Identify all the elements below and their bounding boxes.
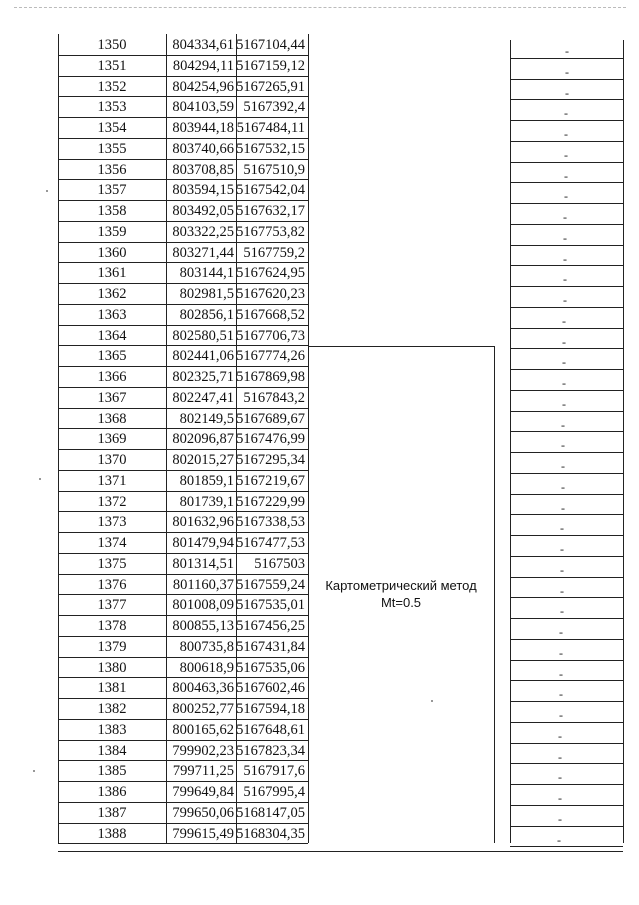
point-number: 1378: [97, 618, 127, 634]
dash-mark: -: [558, 750, 562, 764]
point-number: 1369: [97, 431, 127, 447]
dash-mark: -: [560, 542, 564, 556]
dash-mark: -: [561, 438, 565, 452]
dash-mark: -: [559, 667, 563, 681]
coordinate-y: 5167265,91: [236, 79, 305, 95]
coordinate-y: 5168304,35: [236, 826, 305, 842]
coordinate-y: 5167917,6: [243, 763, 305, 779]
coordinate-y: 5167632,17: [236, 203, 305, 219]
coordinate-x: 799615,49: [172, 826, 234, 842]
coordinate-x: 803944,18: [172, 120, 234, 136]
coordinate-y: 5167602,46: [236, 680, 305, 696]
coordinate-x: 799649,84: [172, 784, 234, 800]
point-number: 1358: [97, 203, 127, 219]
coordinate-y: 5167648,61: [236, 722, 305, 738]
method-name: Картометрический метод: [325, 578, 477, 593]
scan-speck: [431, 700, 433, 702]
coordinate-x: 801314,51: [172, 556, 234, 572]
coordinate-x: 800855,13: [172, 618, 234, 634]
dash-mark: -: [559, 625, 563, 639]
coordinate-y: 5167477,53: [236, 535, 305, 551]
point-number: 1363: [97, 307, 127, 323]
column-border: [494, 346, 495, 843]
coordinate-x: 800735,8: [179, 639, 234, 655]
coordinate-x: 804334,61: [172, 37, 234, 53]
dash-mark: -: [564, 127, 568, 141]
dash-mark: -: [557, 833, 561, 847]
coordinate-x: 801479,94: [172, 535, 234, 551]
coordinate-x: 801739,1: [179, 494, 234, 510]
point-number: 1387: [97, 805, 127, 821]
coordinate-y: 5167159,12: [236, 58, 305, 74]
coordinate-x: 801632,96: [172, 514, 234, 530]
dash-mark: -: [561, 459, 565, 473]
coordinate-x: 799650,06: [172, 805, 234, 821]
coordinate-y: 5168147,05: [236, 805, 305, 821]
coordinate-x: 803740,66: [172, 141, 234, 157]
method-accuracy: Mt=0.5: [380, 595, 422, 610]
dash-mark: -: [562, 397, 566, 411]
dash-mark: -: [562, 335, 566, 349]
dash-mark: -: [560, 604, 564, 618]
coordinate-x: 804103,59: [172, 99, 234, 115]
point-number: 1386: [97, 784, 127, 800]
coordinate-x: 799711,25: [172, 763, 234, 779]
coordinate-y: 5167532,15: [236, 141, 305, 157]
coordinate-x: 802580,51: [172, 328, 234, 344]
coordinate-x: 801859,1: [179, 473, 234, 489]
coordinate-y: 5167542,04: [236, 182, 305, 198]
dash-mark: -: [564, 169, 568, 183]
dash-mark: -: [558, 812, 562, 826]
dash-mark: -: [563, 210, 567, 224]
scan-top-edge: [14, 7, 626, 8]
point-number: 1356: [97, 162, 127, 178]
dash-mark: -: [564, 148, 568, 162]
coordinate-y: 5167706,73: [236, 328, 305, 344]
point-number: 1384: [97, 743, 127, 759]
point-number: 1375: [97, 556, 127, 572]
coordinate-y: 5167476,99: [236, 431, 305, 447]
dash-mark: -: [561, 501, 565, 515]
coordinate-y: 5167620,23: [236, 286, 305, 302]
dash-mark: -: [563, 252, 567, 266]
point-number: 1388: [97, 826, 127, 842]
coordinate-y: 5167689,67: [236, 411, 305, 427]
dash-mark: -: [562, 355, 566, 369]
coordinate-y: 5167995,4: [243, 784, 305, 800]
coordinate-x: 802856,1: [179, 307, 234, 323]
dash-mark: -: [559, 646, 563, 660]
table-bottom-border: [58, 851, 623, 852]
coordinate-y: 5167594,18: [236, 701, 305, 717]
point-number: 1381: [97, 680, 127, 696]
coordinate-x: 802096,87: [172, 431, 234, 447]
column-border: [58, 34, 59, 843]
point-number: 1377: [97, 597, 127, 613]
coordinate-x: 802149,5: [179, 411, 234, 427]
dash-mark: -: [560, 563, 564, 577]
column-border: [623, 40, 624, 843]
dash-mark: -: [560, 521, 564, 535]
coordinate-y: 5167535,06: [236, 660, 305, 676]
dash-mark: -: [563, 272, 567, 286]
scan-speck: [46, 190, 48, 192]
point-number: 1360: [97, 245, 127, 261]
coordinate-x: 802441,06: [172, 348, 234, 364]
point-number: 1357: [97, 182, 127, 198]
coordinate-y: 5167823,34: [236, 743, 305, 759]
dash-mark: -: [564, 106, 568, 120]
coordinate-y: 5167869,98: [236, 369, 305, 385]
dash-mark: -: [560, 584, 564, 598]
coordinate-x: 801008,09: [172, 597, 234, 613]
dash-mark: -: [558, 770, 562, 784]
point-number: 1350: [97, 37, 127, 53]
point-number: 1365: [97, 348, 127, 364]
coordinate-y: 5167753,82: [236, 224, 305, 240]
method-cell: [308, 346, 494, 842]
dash-mark: -: [562, 376, 566, 390]
point-number: 1380: [97, 660, 127, 676]
point-number: 1361: [97, 265, 127, 281]
coordinate-x: 803708,85: [172, 162, 234, 178]
coordinate-x: 802247,41: [172, 390, 234, 406]
point-number: 1376: [97, 577, 127, 593]
point-number: 1379: [97, 639, 127, 655]
point-number: 1372: [97, 494, 127, 510]
point-number: 1354: [97, 120, 127, 136]
coordinate-y: 5167295,34: [236, 452, 305, 468]
point-number: 1368: [97, 411, 127, 427]
dash-mark: -: [563, 231, 567, 245]
coordinate-y: 5167535,01: [236, 597, 305, 613]
dash-mark: -: [564, 189, 568, 203]
point-number: 1366: [97, 369, 127, 385]
dash-mark: -: [561, 418, 565, 432]
coordinate-x: 803322,25: [172, 224, 234, 240]
coordinate-x: 801160,37: [172, 577, 234, 593]
coordinate-x: 802981,5: [179, 286, 234, 302]
coordinate-x: 800463,36: [172, 680, 234, 696]
coordinate-y: 5167559,24: [236, 577, 305, 593]
coordinate-x: 802325,71: [172, 369, 234, 385]
coordinate-x: 800165,62: [172, 722, 234, 738]
coordinate-y: 5167484,11: [236, 120, 305, 136]
dash-mark: -: [562, 314, 566, 328]
point-number: 1383: [97, 722, 127, 738]
dash-mark: -: [565, 86, 569, 100]
dash-mark: -: [558, 729, 562, 743]
point-number: 1367: [97, 390, 127, 406]
point-number: 1362: [97, 286, 127, 302]
dash-mark: -: [563, 293, 567, 307]
coordinate-y: 5167503: [254, 556, 305, 572]
point-number: 1373: [97, 514, 127, 530]
coordinate-x: 803594,15: [172, 182, 234, 198]
point-number: 1359: [97, 224, 127, 240]
coordinate-y: 5167843,2: [243, 390, 305, 406]
coordinate-y: 5167229,99: [236, 494, 305, 510]
coordinate-x: 804254,96: [172, 79, 234, 95]
coordinate-y: 5167774,26: [236, 348, 305, 364]
coordinate-y: 5167219,67: [236, 473, 305, 489]
point-number: 1370: [97, 452, 127, 468]
coordinate-x: 800618,9: [179, 660, 234, 676]
coordinate-y: 5167668,52: [236, 307, 305, 323]
point-number: 1351: [97, 58, 127, 74]
coordinate-y: 5167456,25: [236, 618, 305, 634]
coordinate-y: 5167431,84: [236, 639, 305, 655]
point-number: 1364: [97, 328, 127, 344]
coordinate-y: 5167759,2: [243, 245, 305, 261]
coordinate-y: 5167104,44: [236, 37, 305, 53]
scan-speck: [33, 770, 35, 772]
point-number: 1352: [97, 79, 127, 95]
point-number: 1353: [97, 99, 127, 115]
dash-mark: -: [559, 708, 563, 722]
point-number: 1355: [97, 141, 127, 157]
coordinate-y: 5167624,95: [236, 265, 305, 281]
dash-mark: -: [561, 480, 565, 494]
coordinate-x: 803271,44: [172, 245, 234, 261]
coordinate-x: 804294,11: [172, 58, 234, 74]
point-number: 1374: [97, 535, 127, 551]
coordinate-y: 5167510,9: [243, 162, 305, 178]
dash-mark: -: [558, 791, 562, 805]
coordinate-x: 803492,05: [172, 203, 234, 219]
point-number: 1385: [97, 763, 127, 779]
scan-speck: [39, 478, 41, 480]
coordinate-x: 803144,1: [179, 265, 234, 281]
coordinate-y: 5167338,53: [236, 514, 305, 530]
coordinate-x: 800252,77: [172, 701, 234, 717]
coordinate-y: 5167392,4: [243, 99, 305, 115]
coordinate-x: 799902,23: [172, 743, 234, 759]
dash-mark: -: [565, 44, 569, 58]
point-number: 1382: [97, 701, 127, 717]
point-number: 1371: [97, 473, 127, 489]
coordinate-x: 802015,27: [172, 452, 234, 468]
dash-mark: -: [559, 687, 563, 701]
dash-mark: -: [565, 65, 569, 79]
